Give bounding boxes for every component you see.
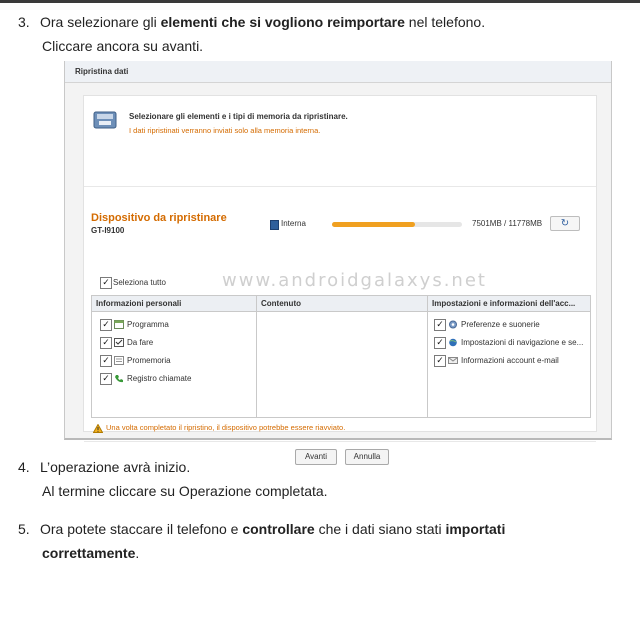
memo-icon xyxy=(114,356,124,365)
item-label: Impostazioni di navigazione e se... xyxy=(461,338,584,347)
memory-value: 7501MB / 11778MB xyxy=(472,219,543,228)
item-label: Preferenze e suonerie xyxy=(461,320,540,329)
checkbox-programma[interactable]: ✓ xyxy=(100,319,112,331)
cancel-button[interactable]: Annulla xyxy=(345,449,389,465)
step-5: 5. Ora potete staccare il telefono e controllare che i dati siano stati importati xyxy=(18,521,506,537)
gear-icon xyxy=(448,320,458,329)
window-title: Ripristina dati xyxy=(65,61,611,83)
item-label: Programma xyxy=(127,320,169,329)
warning-icon xyxy=(93,424,103,433)
step-4-line2: Al termine cliccare su Operazione completata. xyxy=(42,483,328,499)
step-3: 3. Ora selezionare gli elementi che si vogliono reimportare nel telefono. xyxy=(18,14,486,30)
checkbox-preferenze[interactable]: ✓ xyxy=(434,319,446,331)
memory-progress-fill xyxy=(332,222,415,227)
refresh-button[interactable] xyxy=(550,216,580,231)
memory-progress-bar xyxy=(332,222,462,227)
item-label: Da fare xyxy=(127,338,154,347)
internal-memory-icon xyxy=(270,220,279,230)
globe-icon xyxy=(448,338,458,347)
phone-icon xyxy=(114,374,124,383)
checkbox-navigazione[interactable]: ✓ xyxy=(434,337,446,349)
device-model: GT-I9100 xyxy=(91,226,125,235)
step-4: 4. L’operazione avrà inizio. xyxy=(18,459,191,475)
watermark: www.androidgalaxys.net xyxy=(222,270,487,291)
column-header-content: Contenuto xyxy=(257,296,427,312)
todo-icon xyxy=(114,338,124,347)
checkbox-account-email[interactable]: ✓ xyxy=(434,355,446,367)
column-header-personal: Informazioni personali xyxy=(92,296,256,312)
device-title: Dispositivo da ripristinare xyxy=(91,212,227,224)
header-title: Selezionare gli elementi e i tipi di memoria da ripristinare. xyxy=(129,112,348,121)
item-label: Informazioni account e-mail xyxy=(461,356,559,365)
column-divider xyxy=(427,296,428,417)
restore-window xyxy=(64,61,612,461)
calendar-icon xyxy=(114,320,124,329)
mail-icon xyxy=(448,356,458,365)
refresh-icon: ↻ xyxy=(560,218,570,229)
divider xyxy=(84,441,596,442)
column-header-settings: Impostazioni e informazioni dell'acc... xyxy=(428,296,590,312)
items-table xyxy=(91,295,591,418)
select-all-label: Seleziona tutto xyxy=(113,278,166,287)
column-divider xyxy=(256,296,257,417)
header-subtitle: I dati ripristinati verranno inviati solo alla memoria interna. xyxy=(129,126,321,135)
checkbox-da-fare[interactable]: ✓ xyxy=(100,337,112,349)
step-3-line2: Cliccare ancora su avanti. xyxy=(42,38,204,54)
next-button[interactable]: Avanti xyxy=(295,449,337,465)
memory-label: Interna xyxy=(281,219,306,228)
memory-card-icon xyxy=(93,110,117,130)
divider xyxy=(84,186,596,187)
checkbox-promemoria[interactable]: ✓ xyxy=(100,355,112,367)
checkbox-registro-chiamate[interactable]: ✓ xyxy=(100,373,112,385)
item-label: Promemoria xyxy=(127,356,171,365)
select-all-checkbox[interactable]: ✓ xyxy=(100,277,112,289)
top-bar xyxy=(0,0,640,3)
step-5-line2: correttamente. xyxy=(42,545,140,561)
restore-panel xyxy=(83,95,597,461)
warning-text: Una volta completato il ripristino, il dispositivo potrebbe essere riavviato. xyxy=(106,423,346,432)
item-label: Registro chiamate xyxy=(127,374,192,383)
